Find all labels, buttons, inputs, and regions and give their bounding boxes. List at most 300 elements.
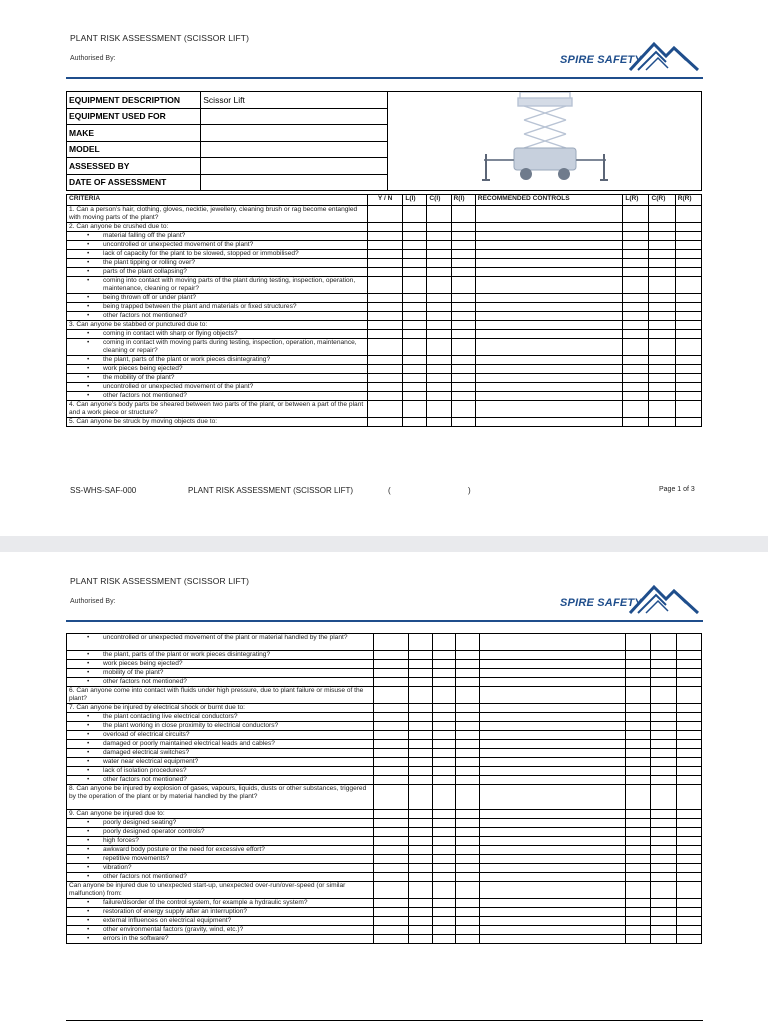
rr-cell[interactable] [675,356,701,365]
li-cell[interactable] [409,828,433,837]
yn-cell[interactable] [368,383,403,392]
controls-cell[interactable] [475,321,623,330]
cr-cell[interactable] [651,669,676,678]
cr-cell[interactable] [651,882,676,899]
yn-cell[interactable] [368,303,403,312]
cr-cell[interactable] [651,926,676,935]
lr-cell[interactable] [623,294,649,303]
lr-cell[interactable] [625,785,650,810]
lr-cell[interactable] [625,740,650,749]
ri-cell[interactable] [451,330,475,339]
yn-cell[interactable] [373,713,409,722]
ri-cell[interactable] [451,259,475,268]
ci-cell[interactable] [427,259,451,268]
ri-cell[interactable] [451,277,475,294]
rr-cell[interactable] [675,392,701,401]
lr-cell[interactable] [623,321,649,330]
rr-cell[interactable] [675,206,701,223]
rr-cell[interactable] [675,418,701,427]
lr-cell[interactable] [623,206,649,223]
ri-cell[interactable] [451,339,475,356]
ri-cell[interactable] [456,776,480,785]
ci-cell[interactable] [432,882,456,899]
yn-cell[interactable] [373,722,409,731]
controls-cell[interactable] [479,926,625,935]
li-cell[interactable] [409,722,433,731]
cr-cell[interactable] [651,758,676,767]
cr-cell[interactable] [649,241,675,250]
rr-cell[interactable] [676,758,701,767]
li-cell[interactable] [409,758,433,767]
ri-cell[interactable] [456,846,480,855]
ci-cell[interactable] [427,312,451,321]
rr-cell[interactable] [675,374,701,383]
controls-cell[interactable] [479,908,625,917]
yn-cell[interactable] [373,776,409,785]
controls-cell[interactable] [479,767,625,776]
yn-cell[interactable] [373,810,409,819]
ci-cell[interactable] [432,810,456,819]
lr-cell[interactable] [623,330,649,339]
rr-cell[interactable] [675,383,701,392]
ci-cell[interactable] [427,356,451,365]
rr-cell[interactable] [675,223,701,232]
cr-cell[interactable] [651,864,676,873]
ci-cell[interactable] [432,864,456,873]
rr-cell[interactable] [675,277,701,294]
controls-cell[interactable] [475,401,623,418]
ri-cell[interactable] [456,687,480,704]
lr-cell[interactable] [623,392,649,401]
lr-cell[interactable] [625,713,650,722]
ci-cell[interactable] [432,634,456,651]
li-cell[interactable] [409,882,433,899]
cr-cell[interactable] [651,722,676,731]
ri-cell[interactable] [451,223,475,232]
yn-cell[interactable] [368,268,403,277]
cr-cell[interactable] [649,383,675,392]
lr-cell[interactable] [623,259,649,268]
yn-cell[interactable] [368,321,403,330]
yn-cell[interactable] [368,294,403,303]
controls-cell[interactable] [479,678,625,687]
li-cell[interactable] [409,651,433,660]
li-cell[interactable] [409,908,433,917]
ri-cell[interactable] [456,740,480,749]
li-cell[interactable] [403,241,427,250]
controls-cell[interactable] [475,383,623,392]
li-cell[interactable] [403,232,427,241]
ci-cell[interactable] [432,908,456,917]
cr-cell[interactable] [651,917,676,926]
lr-cell[interactable] [625,810,650,819]
li-cell[interactable] [409,704,433,713]
li-cell[interactable] [403,206,427,223]
controls-cell[interactable] [479,855,625,864]
ri-cell[interactable] [451,356,475,365]
cr-cell[interactable] [649,392,675,401]
rr-cell[interactable] [676,837,701,846]
yn-cell[interactable] [373,837,409,846]
rr-cell[interactable] [675,365,701,374]
lr-cell[interactable] [623,303,649,312]
yn-cell[interactable] [368,241,403,250]
li-cell[interactable] [403,374,427,383]
ci-cell[interactable] [432,749,456,758]
ri-cell[interactable] [451,268,475,277]
li-cell[interactable] [403,268,427,277]
controls-cell[interactable] [479,634,625,651]
ci-cell[interactable] [427,250,451,259]
ci-cell[interactable] [432,731,456,740]
ri-cell[interactable] [456,704,480,713]
li-cell[interactable] [409,634,433,651]
controls-cell[interactable] [475,277,623,294]
yn-cell[interactable] [373,935,409,944]
rr-cell[interactable] [676,785,701,810]
yn-cell[interactable] [368,259,403,268]
rr-cell[interactable] [676,899,701,908]
rr-cell[interactable] [676,873,701,882]
ri-cell[interactable] [456,899,480,908]
rr-cell[interactable] [676,819,701,828]
controls-cell[interactable] [479,819,625,828]
ci-cell[interactable] [427,232,451,241]
ri-cell[interactable] [456,731,480,740]
ri-cell[interactable] [451,383,475,392]
controls-cell[interactable] [479,882,625,899]
ri-cell[interactable] [451,392,475,401]
ci-cell[interactable] [427,330,451,339]
ri-cell[interactable] [456,882,480,899]
ci-cell[interactable] [427,206,451,223]
cr-cell[interactable] [649,330,675,339]
lr-cell[interactable] [625,846,650,855]
ci-cell[interactable] [427,374,451,383]
cr-cell[interactable] [651,678,676,687]
controls-cell[interactable] [479,899,625,908]
ci-cell[interactable] [427,303,451,312]
controls-cell[interactable] [479,740,625,749]
li-cell[interactable] [403,321,427,330]
yn-cell[interactable] [373,731,409,740]
rr-cell[interactable] [675,312,701,321]
yn-cell[interactable] [368,206,403,223]
rr-cell[interactable] [675,250,701,259]
cr-cell[interactable] [649,303,675,312]
ci-cell[interactable] [432,669,456,678]
cr-cell[interactable] [651,819,676,828]
cr-cell[interactable] [651,846,676,855]
ci-cell[interactable] [427,383,451,392]
li-cell[interactable] [409,819,433,828]
li-cell[interactable] [409,926,433,935]
yn-cell[interactable] [373,785,409,810]
controls-cell[interactable] [479,828,625,837]
ci-cell[interactable] [427,294,451,303]
cr-cell[interactable] [649,401,675,418]
ri-cell[interactable] [456,713,480,722]
ri-cell[interactable] [451,241,475,250]
rr-cell[interactable] [675,330,701,339]
ci-cell[interactable] [432,651,456,660]
yn-cell[interactable] [373,908,409,917]
rr-cell[interactable] [676,731,701,740]
controls-cell[interactable] [475,241,623,250]
ri-cell[interactable] [456,855,480,864]
rr-cell[interactable] [675,268,701,277]
ci-cell[interactable] [432,713,456,722]
cr-cell[interactable] [651,837,676,846]
ri-cell[interactable] [456,758,480,767]
yn-cell[interactable] [373,819,409,828]
controls-cell[interactable] [479,722,625,731]
lr-cell[interactable] [625,864,650,873]
cr-cell[interactable] [651,651,676,660]
rr-cell[interactable] [676,810,701,819]
cr-cell[interactable] [651,749,676,758]
cr-cell[interactable] [649,223,675,232]
li-cell[interactable] [409,810,433,819]
cr-cell[interactable] [649,339,675,356]
rr-cell[interactable] [676,722,701,731]
ri-cell[interactable] [456,908,480,917]
yn-cell[interactable] [373,846,409,855]
cr-cell[interactable] [649,294,675,303]
rr-cell[interactable] [676,740,701,749]
ci-cell[interactable] [427,418,451,427]
li-cell[interactable] [403,223,427,232]
li-cell[interactable] [403,277,427,294]
li-cell[interactable] [409,837,433,846]
lr-cell[interactable] [625,837,650,846]
controls-cell[interactable] [475,259,623,268]
controls-cell[interactable] [479,669,625,678]
yn-cell[interactable] [373,899,409,908]
ri-cell[interactable] [456,837,480,846]
ci-cell[interactable] [432,660,456,669]
lr-cell[interactable] [625,819,650,828]
controls-cell[interactable] [475,303,623,312]
ci-cell[interactable] [432,687,456,704]
controls-cell[interactable] [479,837,625,846]
cr-cell[interactable] [651,660,676,669]
controls-cell[interactable] [475,392,623,401]
cr-cell[interactable] [651,855,676,864]
ri-cell[interactable] [456,678,480,687]
yn-cell[interactable] [373,864,409,873]
li-cell[interactable] [403,250,427,259]
yn-cell[interactable] [373,740,409,749]
cr-cell[interactable] [651,704,676,713]
ri-cell[interactable] [456,651,480,660]
lr-cell[interactable] [625,687,650,704]
controls-cell[interactable] [479,660,625,669]
yn-cell[interactable] [373,926,409,935]
ci-cell[interactable] [432,828,456,837]
lr-cell[interactable] [625,660,650,669]
ci-cell[interactable] [427,241,451,250]
lr-cell[interactable] [623,232,649,241]
ri-cell[interactable] [456,935,480,944]
rr-cell[interactable] [676,935,701,944]
li-cell[interactable] [403,383,427,392]
lr-cell[interactable] [623,277,649,294]
rr-cell[interactable] [676,828,701,837]
ri-cell[interactable] [456,785,480,810]
yn-cell[interactable] [368,374,403,383]
ci-cell[interactable] [432,740,456,749]
ri-cell[interactable] [451,250,475,259]
ci-cell[interactable] [427,401,451,418]
lr-cell[interactable] [625,749,650,758]
yn-cell[interactable] [373,704,409,713]
cr-cell[interactable] [649,374,675,383]
rr-cell[interactable] [676,908,701,917]
lr-cell[interactable] [625,758,650,767]
cr-cell[interactable] [651,740,676,749]
lr-cell[interactable] [625,873,650,882]
lr-cell[interactable] [623,223,649,232]
lr-cell[interactable] [623,339,649,356]
lr-cell[interactable] [623,365,649,374]
li-cell[interactable] [409,767,433,776]
li-cell[interactable] [409,731,433,740]
cr-cell[interactable] [649,250,675,259]
rr-cell[interactable] [675,401,701,418]
yn-cell[interactable] [373,687,409,704]
controls-cell[interactable] [475,339,623,356]
ri-cell[interactable] [451,365,475,374]
ci-cell[interactable] [432,846,456,855]
cr-cell[interactable] [651,899,676,908]
li-cell[interactable] [403,339,427,356]
controls-cell[interactable] [479,917,625,926]
lr-cell[interactable] [623,268,649,277]
cr-cell[interactable] [651,785,676,810]
rr-cell[interactable] [676,749,701,758]
lr-cell[interactable] [625,767,650,776]
li-cell[interactable] [409,687,433,704]
rr-cell[interactable] [676,846,701,855]
lr-cell[interactable] [625,935,650,944]
controls-cell[interactable] [479,776,625,785]
ri-cell[interactable] [451,374,475,383]
ci-cell[interactable] [432,899,456,908]
controls-cell[interactable] [475,418,623,427]
lr-cell[interactable] [625,855,650,864]
li-cell[interactable] [409,864,433,873]
ci-cell[interactable] [432,722,456,731]
li-cell[interactable] [409,660,433,669]
controls-cell[interactable] [479,864,625,873]
ri-cell[interactable] [451,294,475,303]
rr-cell[interactable] [676,855,701,864]
cr-cell[interactable] [649,312,675,321]
controls-cell[interactable] [475,268,623,277]
li-cell[interactable] [409,785,433,810]
li-cell[interactable] [409,935,433,944]
ci-cell[interactable] [432,935,456,944]
yn-cell[interactable] [368,356,403,365]
rr-cell[interactable] [676,687,701,704]
li-cell[interactable] [403,303,427,312]
lr-cell[interactable] [625,722,650,731]
cr-cell[interactable] [651,828,676,837]
controls-cell[interactable] [475,330,623,339]
li-cell[interactable] [409,846,433,855]
li-cell[interactable] [409,855,433,864]
lr-cell[interactable] [625,776,650,785]
rr-cell[interactable] [675,232,701,241]
rr-cell[interactable] [675,294,701,303]
controls-cell[interactable] [479,935,625,944]
controls-cell[interactable] [479,704,625,713]
yn-cell[interactable] [373,651,409,660]
li-cell[interactable] [409,740,433,749]
lr-cell[interactable] [623,356,649,365]
ri-cell[interactable] [456,873,480,882]
controls-cell[interactable] [475,356,623,365]
ci-cell[interactable] [432,776,456,785]
cr-cell[interactable] [651,713,676,722]
controls-cell[interactable] [475,232,623,241]
lr-cell[interactable] [623,241,649,250]
cr-cell[interactable] [649,365,675,374]
cr-cell[interactable] [651,810,676,819]
cr-cell[interactable] [649,356,675,365]
lr-cell[interactable] [623,418,649,427]
controls-cell[interactable] [479,749,625,758]
ci-cell[interactable] [432,926,456,935]
cr-cell[interactable] [649,206,675,223]
rr-cell[interactable] [676,767,701,776]
controls-cell[interactable] [479,785,625,810]
ci-cell[interactable] [432,678,456,687]
ci-cell[interactable] [432,767,456,776]
ri-cell[interactable] [456,926,480,935]
ri-cell[interactable] [456,828,480,837]
li-cell[interactable] [403,259,427,268]
ri-cell[interactable] [456,669,480,678]
li-cell[interactable] [409,678,433,687]
yn-cell[interactable] [368,250,403,259]
rr-cell[interactable] [676,678,701,687]
ri-cell[interactable] [456,749,480,758]
yn-cell[interactable] [368,401,403,418]
lr-cell[interactable] [625,669,650,678]
yn-cell[interactable] [373,678,409,687]
rr-cell[interactable] [676,864,701,873]
ri-cell[interactable] [456,660,480,669]
controls-cell[interactable] [475,294,623,303]
ri-cell[interactable] [456,864,480,873]
li-cell[interactable] [403,365,427,374]
ri-cell[interactable] [451,321,475,330]
rr-cell[interactable] [676,926,701,935]
controls-cell[interactable] [475,250,623,259]
lr-cell[interactable] [623,374,649,383]
rr-cell[interactable] [675,259,701,268]
ri-cell[interactable] [456,810,480,819]
li-cell[interactable] [409,899,433,908]
cr-cell[interactable] [651,935,676,944]
rr-cell[interactable] [676,660,701,669]
lr-cell[interactable] [623,250,649,259]
li-cell[interactable] [409,669,433,678]
yn-cell[interactable] [368,277,403,294]
controls-cell[interactable] [475,223,623,232]
